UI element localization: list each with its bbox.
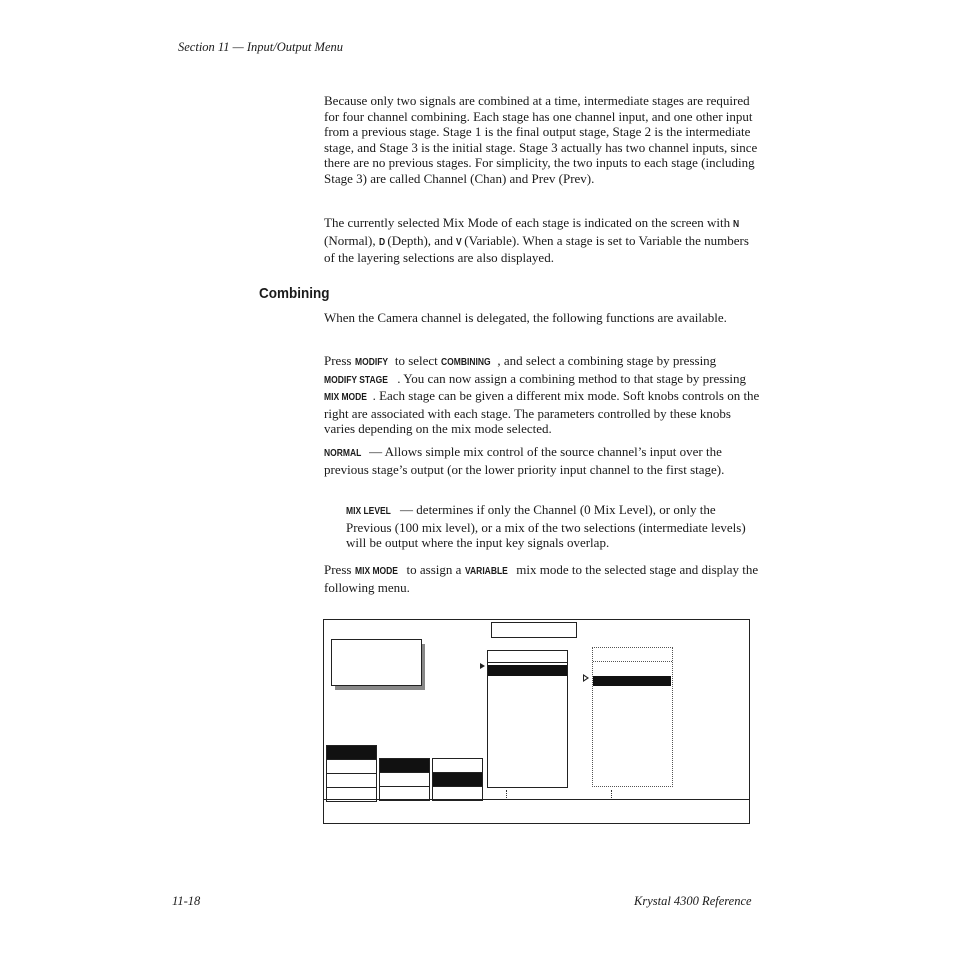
- keyword-modify-stage: MODIFY STAGE: [324, 374, 388, 386]
- knob-tick: [506, 790, 507, 798]
- stage-3-cell[interactable]: [432, 758, 483, 773]
- section-heading: Combining: [259, 285, 330, 302]
- keyword-combining: COMBINING: [441, 357, 491, 368]
- press-mix-mode-paragraph: Press MIX MODE to assign a VARIABLE mix mode to the selected stage and display the following menu.: [324, 562, 759, 595]
- keyword-v: V: [456, 236, 462, 248]
- keyword-mix-mode-2: MIX MODE: [354, 566, 398, 577]
- keyword-normal: NORMAL: [324, 448, 362, 459]
- keyword-n: N: [733, 219, 740, 230]
- stage-1-cell[interactable]: [326, 759, 377, 774]
- variable-mix-menu-diagram: [323, 619, 750, 824]
- layering-list[interactable]: [592, 647, 673, 787]
- selection-list[interactable]: [487, 650, 568, 788]
- stage-1-cell[interactable]: [326, 745, 377, 760]
- keyword-variable: VARIABLE: [464, 566, 508, 577]
- keyword-mix-mode: MIX MODE: [324, 392, 367, 404]
- keyword-d: D: [378, 236, 386, 248]
- layering-header-line: [593, 661, 672, 662]
- keyword-modify: MODIFY: [354, 357, 388, 368]
- camera-paragraph: When the Camera channel is delegated, the following functions are available.: [324, 310, 727, 325]
- press-modify-paragraph: Press MODIFY to select COMBINING , and select a combining stage by pressing MODIFY STAGE . You can now assign a combining method to that stage by pressing MIX MODE . Each stage can be given a different mix mode. Soft knobs controls on the right are associated with each stage. The parameters controlled by these knobs varies depending on the mix mode selected.: [324, 353, 760, 437]
- mix-mode-paragraph: The currently selected Mix Mode of each stage is indicated on the screen with N (Normal), D (Depth), and V (Variable). When a stage is set to Variable the numbers of the layering selections are also displayed.: [324, 215, 749, 266]
- selection-arrow-icon: [480, 663, 485, 669]
- stage-3-cell[interactable]: [432, 772, 483, 787]
- list-header-line: [488, 662, 567, 663]
- stage-3-stack[interactable]: [432, 759, 483, 801]
- stage-2-stack[interactable]: [379, 759, 430, 801]
- stage-2-cell[interactable]: [379, 772, 430, 787]
- normal-paragraph: NORMAL — Allows simple mix control of the source channel’s input over the previous stage’s output (or the lower priority input channel to the first stage).: [324, 444, 725, 477]
- stage-1-stack[interactable]: [326, 746, 377, 802]
- page-number: 11-18: [172, 894, 201, 908]
- info-panel: [331, 639, 422, 686]
- knob-tick: [611, 790, 612, 798]
- keyword-mix-level: MIX LEVEL: [346, 506, 391, 517]
- hollow-selection-arrow-icon: [583, 674, 589, 682]
- stage-1-cell[interactable]: [326, 773, 377, 788]
- book-title: Krystal 4300 Reference: [634, 894, 752, 908]
- selected-list-item[interactable]: [488, 665, 567, 676]
- menu-title-box: [491, 622, 577, 638]
- selected-layering-item[interactable]: [593, 676, 671, 686]
- intro-paragraph: Because only two signals are combined at a time, intermediate stages are required for four channel combining. Each stage has one channel input, and one other input from a previous stage. Stage 1 is the final output stage, Stage 2 is the intermediate stage, and Stage 3 is the initial stage. Stage 3 actually has two channel inputs, since there are no previous stages. For simplicity, the two inputs to each stage (including Stage 3) are called Channel (Chan) and Prev (Prev).: [324, 93, 758, 186]
- mix-level-paragraph: MIX LEVEL — determines if only the Channel (0 Mix Level), or only the Previous (100 mix level), or a mix of the two selections (intermediate levels) will be output where the input key signals overlap.: [346, 502, 746, 551]
- running-head: Section 11 — Input/Output Menu: [178, 40, 344, 54]
- stage-2-cell[interactable]: [379, 758, 430, 773]
- soft-knob-divider: [324, 799, 749, 800]
